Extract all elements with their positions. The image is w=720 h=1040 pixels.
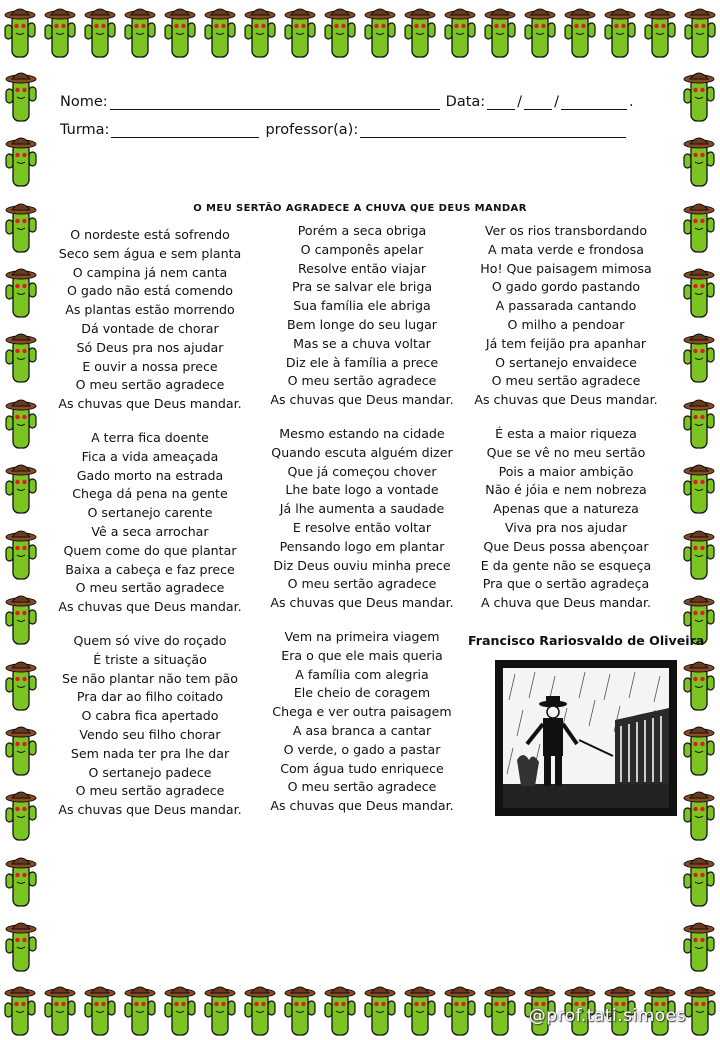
poem-line: O camponês apelar xyxy=(300,241,424,257)
cactus-icon xyxy=(83,3,117,59)
stanza xyxy=(466,425,666,613)
date-month-field[interactable] xyxy=(524,95,552,110)
poem-column-3 xyxy=(466,222,666,628)
cactus-icon xyxy=(682,525,716,581)
poem-line: Ele cheio de coragem xyxy=(293,685,431,701)
poem-line: A chuva que Deus mandar. xyxy=(480,595,652,611)
poem-line: Que Deus possa abençoar xyxy=(483,538,649,554)
cactus-border-top xyxy=(0,0,720,62)
date-day-field[interactable] xyxy=(487,95,515,110)
poem-line: O campina já nem canta xyxy=(72,264,228,280)
poem-line: Pensando logo em plantar xyxy=(279,538,445,554)
poem-line: O verde, o gado a pastar xyxy=(283,741,441,757)
poem-line: Resolve então viajar xyxy=(297,260,427,276)
cactus-icon xyxy=(4,590,38,646)
name-label: Nome: xyxy=(60,94,108,110)
cactus-icon xyxy=(203,981,237,1037)
poem-line: Já lhe aumenta a saudade xyxy=(279,501,445,517)
poem-line: As chuvas que Deus mandar. xyxy=(58,802,242,818)
cactus-icon xyxy=(483,3,517,59)
poem-line: Pra dar ao filho coitado xyxy=(76,689,224,705)
cactus-icon xyxy=(682,263,716,319)
name-field[interactable] xyxy=(110,95,440,110)
poem-line: O meu sertão agradece xyxy=(491,373,641,389)
poem-line: Pra que o sertão agradeça xyxy=(482,576,650,592)
date-end-dot: . xyxy=(628,94,634,110)
date-separator: / xyxy=(517,94,523,110)
poem-line: O meu sertão agradece xyxy=(75,377,225,393)
stanza xyxy=(262,222,462,410)
poem-line: As chuvas que Deus mandar. xyxy=(270,392,454,408)
cactus-border-right xyxy=(678,62,720,978)
cactus-icon xyxy=(4,525,38,581)
poem-line: O gado gordo pastando xyxy=(491,279,641,295)
poem-line: Vem na primeira viagem xyxy=(284,628,440,644)
cactus-icon xyxy=(682,394,716,450)
poem-line: Chega e ver outra paisagem xyxy=(272,704,452,720)
cactus-icon xyxy=(682,656,716,712)
poem-line: Que já começou chover xyxy=(287,463,437,479)
poem-line: A terra fica doente xyxy=(91,429,209,445)
poem-line: As chuvas que Deus mandar. xyxy=(58,396,242,412)
cactus-icon xyxy=(4,328,38,384)
cactus-icon xyxy=(4,852,38,908)
poem-line: O cabra fica apertado xyxy=(81,708,219,724)
class-label: Turma: xyxy=(60,122,110,138)
cactus-icon xyxy=(682,721,716,777)
cactus-icon xyxy=(163,3,197,59)
poem-line: Sem nada ter pra lhe dar xyxy=(70,745,230,761)
poem-line: E ouvir a nossa prece xyxy=(82,358,218,374)
poem-line: O meu sertão agradece xyxy=(75,580,225,596)
cactus-icon xyxy=(243,3,277,59)
poem-line: Já tem feijão pra apanhar xyxy=(485,335,647,351)
stanza xyxy=(466,222,666,410)
stanza xyxy=(262,628,462,816)
poem-line: Dá vontade de chorar xyxy=(81,320,219,336)
poem-line: O meu sertão agradece xyxy=(287,576,437,592)
poem-line: Era o que ele mais queria xyxy=(281,647,443,663)
cactus-icon xyxy=(4,263,38,319)
cactus-icon xyxy=(682,459,716,515)
poem-line: O sertanejo padece xyxy=(88,764,212,780)
poem-line: Fica a vida ameaçada xyxy=(81,448,219,464)
poem-line: O gado não está comendo xyxy=(66,283,234,299)
poem-line: Quem come do que plantar xyxy=(63,542,237,558)
date-year-field[interactable] xyxy=(561,95,627,110)
poem-line: Apenas que a natureza xyxy=(493,501,639,517)
cactus-icon xyxy=(283,3,317,59)
poem-line: Quem só vive do roçado xyxy=(73,632,227,648)
header-line-class-teacher xyxy=(60,110,660,138)
poem-line: Gado morto na estrada xyxy=(76,467,224,483)
poem-line: O sertanejo envaidece xyxy=(495,354,637,370)
cactus-icon xyxy=(682,917,716,973)
poem-line: A mata verde e frondosa xyxy=(488,241,644,257)
cactus-icon xyxy=(363,3,397,59)
poem-line: E resolve então voltar xyxy=(292,519,432,535)
sertanejo-woodcut-icon xyxy=(495,660,677,816)
poem-line: Porém a seca obriga xyxy=(297,223,427,238)
cactus-icon xyxy=(3,3,37,59)
poem-line: A passarada cantando xyxy=(495,298,637,314)
cactus-icon xyxy=(523,3,557,59)
poem-line: É esta a maior riqueza xyxy=(495,425,637,441)
cactus-icon xyxy=(683,3,717,59)
cactus-icon xyxy=(682,786,716,842)
cactus-icon xyxy=(203,3,237,59)
poem-line: As chuvas que Deus mandar. xyxy=(270,798,454,814)
cactus-icon xyxy=(4,394,38,450)
cactus-icon xyxy=(443,981,477,1037)
cactus-icon xyxy=(123,3,157,59)
stanza xyxy=(34,226,266,414)
poem-line: Ver os rios transbordando xyxy=(484,223,648,238)
date-label: Data: xyxy=(445,94,486,110)
poem-line: Com água tudo enriquece xyxy=(280,760,444,776)
cactus-icon xyxy=(3,981,37,1037)
cactus-icon xyxy=(443,3,477,59)
cactus-icon xyxy=(83,981,117,1037)
poem-author: Francisco Rariosvaldo de Oliveira xyxy=(468,633,705,648)
date-separator: / xyxy=(554,94,559,110)
cactus-icon xyxy=(682,852,716,908)
cactus-icon xyxy=(4,656,38,712)
cactus-icon xyxy=(4,132,38,188)
stanza xyxy=(34,429,266,617)
poem-line: Chega dá pena na gente xyxy=(72,486,228,502)
cactus-icon xyxy=(323,981,357,1037)
cactus-icon xyxy=(643,3,677,59)
cactus-icon xyxy=(603,3,637,59)
cactus-icon xyxy=(682,67,716,123)
poem-line: As chuvas que Deus mandar. xyxy=(270,595,454,611)
poem-line: Sua família ele abriga xyxy=(293,298,431,314)
poem-line: Se não plantar não tem pão xyxy=(62,670,238,686)
cactus-icon xyxy=(563,3,597,59)
poem-line: Bem longe do seu lugar xyxy=(287,316,437,332)
poem-column-2 xyxy=(262,222,462,831)
poem-line: Vendo seu filho chorar xyxy=(79,726,221,742)
poem-line: Não é jóia e nem nobreza xyxy=(485,482,647,498)
cactus-icon xyxy=(243,981,277,1037)
poem-line: O meu sertão agradece xyxy=(75,783,225,799)
teacher-field[interactable] xyxy=(360,123,626,138)
cactus-icon xyxy=(363,981,397,1037)
cactus-icon xyxy=(43,3,77,59)
poem-line: Que se vê no meu sertão xyxy=(486,444,646,460)
header-line-name-date xyxy=(60,82,660,110)
poem-line: Baixa a cabeça e faz prece xyxy=(65,561,235,577)
poem-line: E da gente não se esqueça xyxy=(480,557,652,573)
poem-line: A família com alegria xyxy=(295,666,429,682)
poem-line: Mas se a chuva voltar xyxy=(293,335,431,351)
cactus-icon xyxy=(123,981,157,1037)
cactus-icon xyxy=(163,981,197,1037)
cactus-icon xyxy=(4,67,38,123)
cactus-icon xyxy=(323,3,357,59)
poem-line: A asa branca a cantar xyxy=(292,722,432,738)
poem-line: Seco sem água e sem planta xyxy=(58,245,242,261)
poem-line: Quando escuta alguém dizer xyxy=(271,444,453,460)
stanza xyxy=(262,425,462,613)
cactus-icon xyxy=(4,721,38,777)
poem-line: Viva pra nos ajudar xyxy=(504,519,628,535)
poem-line: Vê a seca arrochar xyxy=(91,523,209,539)
poem-line: O milho a pendoar xyxy=(507,316,625,332)
stanza xyxy=(34,632,266,820)
cactus-icon xyxy=(682,328,716,384)
poem-line: As chuvas que Deus mandar. xyxy=(474,392,658,408)
poem-line: O meu sertão agradece xyxy=(287,373,437,389)
cactus-icon xyxy=(403,981,437,1037)
cactus-icon xyxy=(4,786,38,842)
poem-line: Lhe bate logo a vontade xyxy=(285,482,439,498)
cactus-icon xyxy=(4,459,38,515)
poem-line: As plantas estão morrendo xyxy=(65,302,235,318)
poem-line: Diz Deus ouviu minha prece xyxy=(273,557,451,573)
cactus-icon xyxy=(43,981,77,1037)
poem-title: O MEU SERTÃO AGRADECE A CHUVA QUE DEUS MANDAR xyxy=(193,203,527,214)
teacher-label: professor(a): xyxy=(265,122,359,138)
cactus-icon xyxy=(483,981,517,1037)
cactus-icon xyxy=(403,3,437,59)
poem-line: Diz ele à família a prece xyxy=(285,354,439,370)
poem-line: As chuvas que Deus mandar. xyxy=(58,599,242,615)
poem-line: Só Deus pra nos ajudar xyxy=(76,339,224,355)
class-field[interactable] xyxy=(111,123,259,138)
watermark-credit: @prof.tati.simoes xyxy=(528,1006,686,1026)
poem-line: Ho! Que paisagem mimosa xyxy=(480,260,652,276)
cactus-icon xyxy=(4,917,38,973)
poem-line: Pra se salvar ele briga xyxy=(291,279,433,295)
poem-line: Mesmo estando na cidade xyxy=(279,425,445,441)
poem-line: O meu sertão agradece xyxy=(287,779,437,795)
cactus-icon xyxy=(283,981,317,1037)
poem-line: Pois a maior ambição xyxy=(498,463,634,479)
poem-line: O nordeste está sofrendo xyxy=(70,227,230,242)
poem-column-1 xyxy=(34,226,266,835)
poem-line: O sertanejo carente xyxy=(87,505,213,521)
worksheet-header xyxy=(60,82,660,138)
cactus-icon xyxy=(682,132,716,188)
poem-line: É triste a situação xyxy=(93,651,207,667)
cactus-icon xyxy=(683,981,717,1037)
